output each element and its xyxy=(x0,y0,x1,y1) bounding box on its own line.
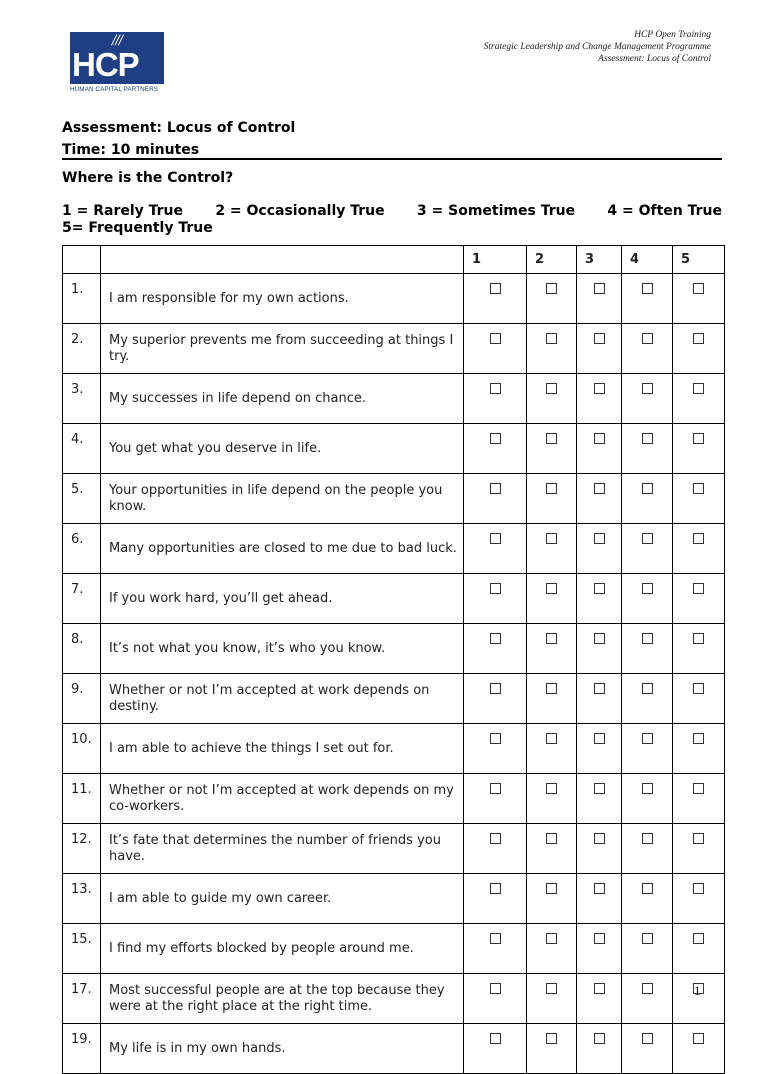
rating-cell-5 xyxy=(673,324,725,374)
rating-3-checkbox[interactable] xyxy=(594,883,605,894)
rating-cell-1 xyxy=(464,874,527,924)
rating-cell-5 xyxy=(673,774,725,824)
table-row xyxy=(63,274,725,324)
header-line-2: Strategic Leadership and Change Management Programme xyxy=(483,42,711,52)
table-header-row xyxy=(63,246,725,274)
rating-1-checkbox[interactable] xyxy=(490,283,501,294)
rating-cell-1 xyxy=(464,724,527,774)
rating-1-checkbox[interactable] xyxy=(490,933,501,944)
title-divider xyxy=(62,158,722,160)
rating-4-checkbox[interactable] xyxy=(642,633,653,644)
rating-cell-1 xyxy=(464,924,527,974)
rating-2-checkbox[interactable] xyxy=(546,833,557,844)
question-number: 5. xyxy=(63,474,101,524)
scale-item-5: 5= Frequently True xyxy=(62,220,213,236)
rating-5-checkbox[interactable] xyxy=(693,633,704,644)
rating-cell-1 xyxy=(464,574,527,624)
table-row xyxy=(63,774,725,824)
section-question: Where is the Control? xyxy=(62,170,234,186)
rating-4-checkbox[interactable] xyxy=(642,433,653,444)
header-line-1: HCP Open Training xyxy=(634,30,711,40)
question-number: 10. xyxy=(63,724,101,774)
rating-cell-4 xyxy=(622,724,673,774)
rating-1-checkbox[interactable] xyxy=(490,533,501,544)
rating-cell-4 xyxy=(622,374,673,424)
question-number: 6. xyxy=(63,524,101,574)
rating-cell-2 xyxy=(527,524,577,574)
rating-cell-2 xyxy=(527,574,577,624)
rating-5-checkbox[interactable] xyxy=(693,883,704,894)
rating-cell-1 xyxy=(464,624,527,674)
rating-cell-3 xyxy=(577,674,622,724)
rating-cell-2 xyxy=(527,374,577,424)
question-number: 7. xyxy=(63,574,101,624)
rating-2-checkbox[interactable] xyxy=(546,883,557,894)
header-cell-statement xyxy=(101,246,464,274)
rating-cell-1 xyxy=(464,474,527,524)
rating-2-checkbox[interactable] xyxy=(546,633,557,644)
rating-3-checkbox[interactable] xyxy=(594,333,605,344)
rating-3-checkbox[interactable] xyxy=(594,833,605,844)
header-line-3: Assessment: Locus of Control xyxy=(598,54,711,64)
rating-5-checkbox[interactable] xyxy=(693,683,704,694)
rating-1-checkbox[interactable] xyxy=(490,383,501,394)
rating-2-checkbox[interactable] xyxy=(546,933,557,944)
question-text: My superior prevents me from succeeding at things I try. xyxy=(101,324,464,374)
logo-box xyxy=(70,32,164,84)
rating-1-checkbox[interactable] xyxy=(490,733,501,744)
table-row xyxy=(63,624,725,674)
logo-slashes: /// xyxy=(112,33,123,48)
rating-cell-2 xyxy=(527,474,577,524)
rating-cell-5 xyxy=(673,924,725,974)
running-header xyxy=(484,29,711,65)
table-row xyxy=(63,524,725,574)
rating-cell-4 xyxy=(622,624,673,674)
rating-1-checkbox[interactable] xyxy=(490,883,501,894)
rating-cell-3 xyxy=(577,424,622,474)
title-block xyxy=(62,117,722,161)
rating-cell-4 xyxy=(622,324,673,374)
rating-3-checkbox[interactable] xyxy=(594,383,605,394)
rating-4-checkbox[interactable] xyxy=(642,883,653,894)
scale-item-2: 2 = Occasionally True xyxy=(215,203,385,219)
rating-cell-2 xyxy=(527,874,577,924)
rating-cell-2 xyxy=(527,424,577,474)
rating-2-checkbox[interactable] xyxy=(546,433,557,444)
time-limit: Time: 10 minutes xyxy=(62,142,200,158)
rating-1-checkbox[interactable] xyxy=(490,833,501,844)
rating-cell-4 xyxy=(622,574,673,624)
table-row xyxy=(63,324,725,374)
rating-cell-4 xyxy=(622,824,673,874)
rating-3-checkbox[interactable] xyxy=(594,583,605,594)
rating-cell-5 xyxy=(673,474,725,524)
rating-cell-4 xyxy=(622,524,673,574)
rating-cell-2 xyxy=(527,324,577,374)
rating-5-checkbox[interactable] xyxy=(693,933,704,944)
question-number: 9. xyxy=(63,674,101,724)
question-text: Many opportunities are closed to me due to bad luck. xyxy=(101,524,464,574)
rating-cell-4 xyxy=(622,924,673,974)
rating-1-checkbox[interactable] xyxy=(490,433,501,444)
rating-5-checkbox[interactable] xyxy=(693,1033,704,1044)
question-number: 4. xyxy=(63,424,101,474)
rating-1-checkbox[interactable] xyxy=(490,633,501,644)
rating-4-checkbox[interactable] xyxy=(642,683,653,694)
rating-2-checkbox[interactable] xyxy=(546,483,557,494)
question-text: My life is in my own hands. xyxy=(101,1024,464,1074)
rating-cell-4 xyxy=(622,274,673,324)
table-row xyxy=(63,974,725,1024)
page-number: 1 xyxy=(694,983,701,998)
rating-5-checkbox[interactable] xyxy=(693,283,704,294)
rating-cell-3 xyxy=(577,724,622,774)
question-number: 19. xyxy=(63,1024,101,1074)
question-text: You get what you deserve in life. xyxy=(101,424,464,474)
rating-cell-3 xyxy=(577,524,622,574)
question-text: I am able to guide my own career. xyxy=(101,874,464,924)
table-row xyxy=(63,424,725,474)
rating-3-checkbox[interactable] xyxy=(594,733,605,744)
rating-4-checkbox[interactable] xyxy=(642,283,653,294)
question-text: Your opportunities in life depend on the people you know. xyxy=(101,474,464,524)
rating-5-checkbox[interactable] xyxy=(693,833,704,844)
rating-cell-2 xyxy=(527,824,577,874)
question-text: It’s not what you know, it’s who you know. xyxy=(101,624,464,674)
rating-cell-2 xyxy=(527,724,577,774)
rating-3-checkbox[interactable] xyxy=(594,433,605,444)
rating-cell-5 xyxy=(673,724,725,774)
table-row xyxy=(63,574,725,624)
rating-4-checkbox[interactable] xyxy=(642,933,653,944)
rating-cell-1 xyxy=(464,324,527,374)
rating-cell-5 xyxy=(673,624,725,674)
question-text: It’s fate that determines the number of friends you have. xyxy=(101,824,464,874)
rating-cell-1 xyxy=(464,374,527,424)
rating-cell-3 xyxy=(577,774,622,824)
rating-cell-3 xyxy=(577,874,622,924)
table-row xyxy=(63,824,725,874)
rating-cell-5 xyxy=(673,274,725,324)
table-row xyxy=(63,1024,725,1074)
rating-4-checkbox[interactable] xyxy=(642,583,653,594)
rating-cell-5 xyxy=(673,824,725,874)
rating-5-checkbox[interactable] xyxy=(693,583,704,594)
rating-1-checkbox[interactable] xyxy=(490,333,501,344)
header-cell-5: 5 xyxy=(673,246,725,274)
question-number: 1. xyxy=(63,274,101,324)
rating-5-checkbox[interactable] xyxy=(693,433,704,444)
rating-cell-4 xyxy=(622,1024,673,1074)
rating-3-checkbox[interactable] xyxy=(594,283,605,294)
rating-5-checkbox[interactable] xyxy=(693,783,704,794)
rating-cell-4 xyxy=(622,874,673,924)
question-text: My successes in life depend on chance. xyxy=(101,374,464,424)
rating-4-checkbox[interactable] xyxy=(642,483,653,494)
rating-cell-5 xyxy=(673,374,725,424)
rating-cell-1 xyxy=(464,424,527,474)
rating-4-checkbox[interactable] xyxy=(642,733,653,744)
rating-cell-5 xyxy=(673,424,725,474)
question-text: Whether or not I’m accepted at work depends on destiny. xyxy=(101,674,464,724)
rating-5-checkbox[interactable] xyxy=(693,733,704,744)
question-number: 17. xyxy=(63,974,101,1024)
table-row xyxy=(63,724,725,774)
table-row xyxy=(63,374,725,424)
document-title: Assessment: Locus of Control xyxy=(62,120,296,136)
rating-cell-3 xyxy=(577,274,622,324)
rating-1-checkbox[interactable] xyxy=(490,483,501,494)
rating-cell-1 xyxy=(464,524,527,574)
header-cell-3: 3 xyxy=(577,246,622,274)
rating-cell-1 xyxy=(464,824,527,874)
rating-3-checkbox[interactable] xyxy=(594,983,605,994)
rating-1-checkbox[interactable] xyxy=(490,1033,501,1044)
table-row xyxy=(63,874,725,924)
rating-2-checkbox[interactable] xyxy=(546,283,557,294)
rating-2-checkbox[interactable] xyxy=(546,383,557,394)
rating-4-checkbox[interactable] xyxy=(642,833,653,844)
rating-4-checkbox[interactable] xyxy=(642,333,653,344)
rating-cell-4 xyxy=(622,974,673,1024)
rating-1-checkbox[interactable] xyxy=(490,683,501,694)
rating-3-checkbox[interactable] xyxy=(594,1033,605,1044)
rating-3-checkbox[interactable] xyxy=(594,533,605,544)
logo-text: HCP xyxy=(72,46,139,83)
rating-cell-3 xyxy=(577,1024,622,1074)
rating-2-checkbox[interactable] xyxy=(546,733,557,744)
question-text: I find my efforts blocked by people around me. xyxy=(101,924,464,974)
rating-4-checkbox[interactable] xyxy=(642,783,653,794)
rating-cell-1 xyxy=(464,774,527,824)
rating-scale xyxy=(62,203,722,237)
rating-cell-3 xyxy=(577,574,622,624)
rating-cell-2 xyxy=(527,774,577,824)
question-number: 12. xyxy=(63,824,101,874)
rating-5-checkbox[interactable] xyxy=(693,483,704,494)
rating-2-checkbox[interactable] xyxy=(546,783,557,794)
scale-item-4: 4 = Often True xyxy=(607,203,722,219)
question-number: 11. xyxy=(63,774,101,824)
rating-3-checkbox[interactable] xyxy=(594,783,605,794)
rating-cell-2 xyxy=(527,974,577,1024)
question-number: 8. xyxy=(63,624,101,674)
rating-2-checkbox[interactable] xyxy=(546,333,557,344)
scale-item-3: 3 = Sometimes True xyxy=(416,203,576,219)
rating-5-checkbox[interactable] xyxy=(693,333,704,344)
rating-4-checkbox[interactable] xyxy=(642,1033,653,1044)
question-number: 3. xyxy=(63,374,101,424)
rating-cell-1 xyxy=(464,274,527,324)
rating-cell-2 xyxy=(527,624,577,674)
logo-subtitle: HUMAN CAPITAL PARTNERS xyxy=(70,86,159,93)
rating-2-checkbox[interactable] xyxy=(546,1033,557,1044)
rating-cell-4 xyxy=(622,774,673,824)
rating-cell-5 xyxy=(673,674,725,724)
rating-cell-3 xyxy=(577,824,622,874)
rating-1-checkbox[interactable] xyxy=(490,583,501,594)
rating-2-checkbox[interactable] xyxy=(546,533,557,544)
rating-3-checkbox[interactable] xyxy=(594,683,605,694)
rating-4-checkbox[interactable] xyxy=(642,983,653,994)
table-row xyxy=(63,474,725,524)
rating-2-checkbox[interactable] xyxy=(546,583,557,594)
header-cell-1: 1 xyxy=(464,246,527,274)
rating-cell-3 xyxy=(577,374,622,424)
question-text: Whether or not I’m accepted at work depends on my co-workers. xyxy=(101,774,464,824)
rating-cell-1 xyxy=(464,974,527,1024)
table-row xyxy=(63,924,725,974)
rating-3-checkbox[interactable] xyxy=(594,483,605,494)
rating-5-checkbox[interactable] xyxy=(693,383,704,394)
rating-cell-5 xyxy=(673,574,725,624)
question-text: Most successful people are at the top because they were at the right place at the right time. xyxy=(101,974,464,1024)
rating-cell-3 xyxy=(577,624,622,674)
rating-5-checkbox[interactable] xyxy=(693,533,704,544)
rating-cell-2 xyxy=(527,274,577,324)
assessment-table xyxy=(62,245,725,1074)
rating-cell-2 xyxy=(527,1024,577,1074)
rating-3-checkbox[interactable] xyxy=(594,633,605,644)
rating-cell-3 xyxy=(577,324,622,374)
question-text: If you work hard, you’ll get ahead. xyxy=(101,574,464,624)
rating-cell-4 xyxy=(622,674,673,724)
question-text: I am responsible for my own actions. xyxy=(101,274,464,324)
question-text: I am able to achieve the things I set out for. xyxy=(101,724,464,774)
rating-cell-5 xyxy=(673,524,725,574)
rating-1-checkbox[interactable] xyxy=(490,783,501,794)
rating-1-checkbox[interactable] xyxy=(490,983,501,994)
table-row xyxy=(63,674,725,724)
rating-cell-1 xyxy=(464,1024,527,1074)
rating-cell-3 xyxy=(577,474,622,524)
header-cell-4: 4 xyxy=(622,246,673,274)
rating-2-checkbox[interactable] xyxy=(546,983,557,994)
rating-cell-1 xyxy=(464,674,527,724)
rating-cell-5 xyxy=(673,874,725,924)
rating-cell-5 xyxy=(673,1024,725,1074)
header-cell-num xyxy=(63,246,101,274)
rating-4-checkbox[interactable] xyxy=(642,383,653,394)
question-number: 15. xyxy=(63,924,101,974)
rating-3-checkbox[interactable] xyxy=(594,933,605,944)
header-cell-2: 2 xyxy=(527,246,577,274)
rating-4-checkbox[interactable] xyxy=(642,533,653,544)
rating-cell-4 xyxy=(622,474,673,524)
question-number: 13. xyxy=(63,874,101,924)
rating-2-checkbox[interactable] xyxy=(546,683,557,694)
rating-cell-3 xyxy=(577,974,622,1024)
question-number: 2. xyxy=(63,324,101,374)
rating-cell-4 xyxy=(622,424,673,474)
rating-cell-2 xyxy=(527,674,577,724)
scale-item-1: 1 = Rarely True xyxy=(62,203,184,219)
rating-cell-3 xyxy=(577,924,622,974)
hcp-logo xyxy=(70,32,164,94)
rating-cell-2 xyxy=(527,924,577,974)
